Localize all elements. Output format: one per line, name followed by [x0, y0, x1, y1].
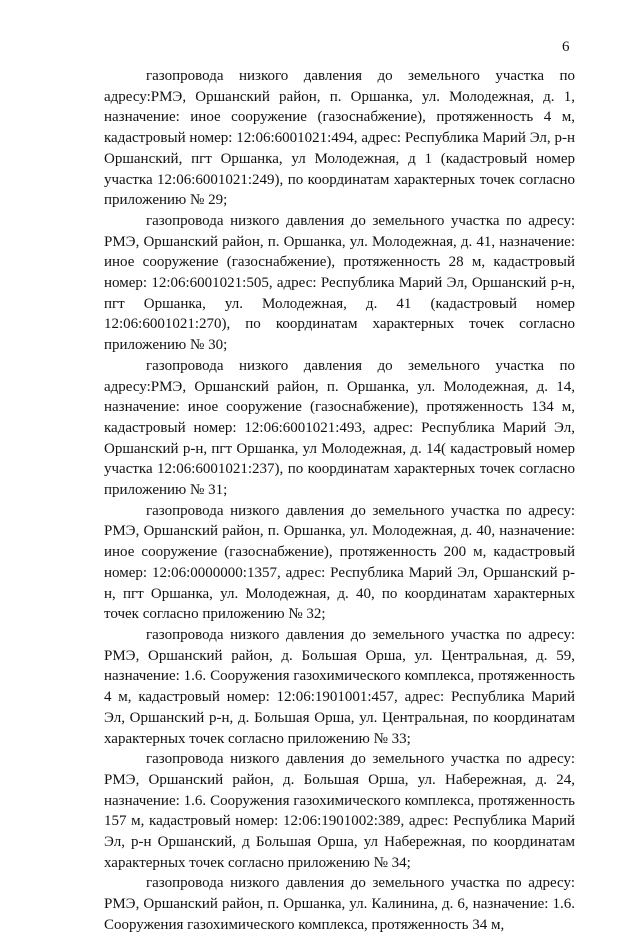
paragraph-appendix-30: газопровода низкого давления до земельного участка по адресу: РМЭ, Оршанский район, п. Оршанка, ул. Молодежная, д. 41, назначение: иное сооружение (газоснабжение), протяженность 28 м, кадастровый номер: 12:06:6001021:505, адрес: Республика Марий Эл, Оршанский р-н, пгт Оршанка, ул. Молодежная, д. 41 (кадастровый номер 12:06:6001021:270), по координатам характерных точек согласно приложению № 30; [104, 212, 575, 354]
page-number: 6 [562, 39, 570, 55]
document-body [104, 66, 575, 936]
paragraph-appendix-34: газопровода низкого давления до земельного участка по адресу: РМЭ, Оршанский район, д. Большая Орша, ул. Набережная, д. 24, назначение: 1.6. Сооружения газохимического комплекса, протяженность 157 м, кадастровый номер: 12:06:1901002:389, адрес: Республика Марий Эл, р-н Оршанский, д Большая Орша, ул Набережная, по координатам характерных точек согласно приложению № 34; [104, 751, 575, 871]
paragraph-continued: газопровода низкого давления до земельного участка по адресу: РМЭ, Оршанский район, п. Оршанка, ул. Калинина, д. 6, назначение: 1.6. Сооружения газохимического комплекса, протяженность 34 м, [104, 875, 575, 933]
paragraph-appendix-29: газопровода низкого давления до земельного участка по адресу:РМЭ, Оршанский район, п. Оршанка, ул. Молодежная, д. 1, назначение: иное сооружение (газоснабжение), протяженность 4 м, кадастровый номер: 12:06:6001021:494, адрес: Республика Марий Эл, р-н Оршанский, пгт Оршанка, ул Молодежная, д 1 (кадастровый номер участка 12:06:6001021:249), по координатам характерных точек согласно приложению № 29; [104, 68, 575, 209]
paragraph-appendix-32: газопровода низкого давления до земельного участка по адресу: РМЭ, Оршанский район, п. Оршанка, ул. Молодежная, д. 40, назначение: иное сооружение (газоснабжение), протяженность 200 м, кадастровый номер: 12:06:0000000:1357, адрес: Республика Марий Эл, Оршанский р-н, пгт Оршанка, ул. Молодежная, д. 40, по координатам характерных точек согласно приложению № 32; [104, 502, 575, 623]
paragraph-appendix-33: газопровода низкого давления до земельного участка по адресу: РМЭ, Оршанский район, д. Большая Орша, ул. Центральная, д. 59, назначение: 1.6. Сооружения газохимического комплекса, протяженность 4 м, кадастровый номер: 12:06:1901001:457, адрес: Республика Марий Эл, Оршанский р-н, д. Большая Орша, ул. Центральная, по координатам характерных точек согласно приложению № 33; [104, 626, 575, 747]
paragraph-appendix-31: газопровода низкого давления до земельного участка по адресу:РМЭ, Оршанский район, п. Оршанка, ул. Молодежная, д. 14, назначение: иное сооружение (газоснабжение), протяженность 134 м, кадастровый номер: 12:06:6001021:493, адрес: Республика Марий Эл, Оршанский р-н, пгт Оршанка, ул Молодежная, д. 14( кадастровый номер участка 12:06:6001021:237), по координатам характерных точек согласно приложению № 31; [104, 357, 575, 499]
